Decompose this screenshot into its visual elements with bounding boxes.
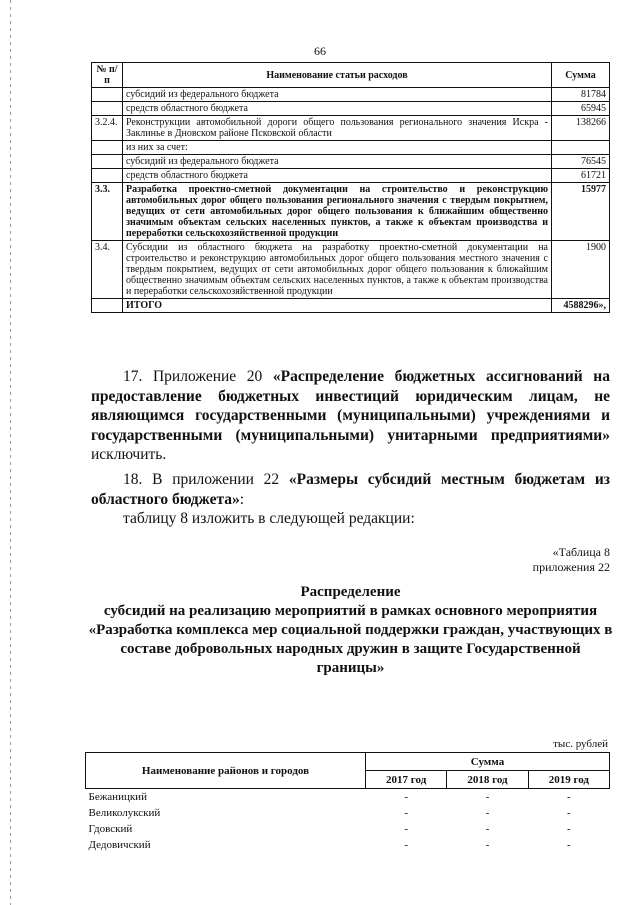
value-2017: - (404, 839, 408, 851)
row-name: субсидий из федерального бюджета (123, 88, 552, 102)
row-name: средств областного бюджета (123, 169, 552, 183)
row-sum: 76545 (552, 155, 610, 169)
row-number: 3.3. (92, 183, 123, 241)
page-number: 66 (314, 44, 326, 58)
subsidy-table (85, 752, 610, 853)
district-name: Гдовский (88, 823, 133, 835)
table-ref-line2: приложения 22 (532, 560, 610, 574)
row-sum: 4588296», (552, 299, 610, 313)
header-year-2017: 2017 год (366, 771, 447, 789)
table-row (92, 141, 610, 155)
row-name: ИТОГО (123, 299, 552, 313)
header-num: № п/п (92, 63, 123, 88)
paragraph-17: 17. Приложение 20 «Распределение бюджетных ассигнований на предоставление бюджетных инвестиций юридическим лицам, не являющимся государственными (муниципальными) учреждениями и государственными (муниципальными) унитарными предприятиями» исключить. (91, 368, 610, 463)
paragraph-18-line2: таблицу 8 изложить в следующей редакции: (123, 510, 415, 527)
table-row (86, 837, 610, 853)
header-year-2019: 2019 год (528, 771, 609, 789)
value-2018: - (485, 839, 490, 851)
header-sum: Сумма (552, 63, 610, 88)
row-name: Реконструкции автомобильной дороги общего пользования регионального значения Искра - Заклинье в Дновском районе Псковской области (123, 116, 552, 141)
table-row (92, 155, 610, 169)
value-2019: - (566, 791, 571, 803)
row-sum: 15977 (552, 183, 610, 241)
row-name: из них за счет: (123, 141, 552, 155)
value-2017: - (404, 807, 408, 819)
table-row (86, 805, 610, 821)
value-2019: - (566, 807, 571, 819)
value-2018: - (485, 823, 490, 835)
row-name: субсидий из федерального бюджета (123, 155, 552, 169)
title-line2: субсидий на реализацию мероприятий в рамках основного мероприятия «Разработка комплекса мер социальной поддержки граждан, участвующих в составе добровольных народных дружин в защите Государственной границы» (88, 603, 613, 676)
value-2018: - (485, 791, 490, 803)
table-row (92, 88, 610, 102)
row-sum: 138266 (552, 116, 610, 141)
expenses-table-body (92, 88, 610, 313)
title-line1: Распределение (300, 584, 401, 600)
value-2019: - (566, 839, 571, 851)
table-row (86, 821, 610, 837)
row-number: 3.4. (92, 241, 123, 299)
district-name: Дедовичский (88, 839, 151, 851)
row-sum (552, 141, 610, 155)
header-year-2018: 2018 год (447, 771, 528, 789)
expenses-table (91, 62, 610, 313)
value-2019: - (566, 823, 571, 835)
row-name: Разработка проектно-сметной документации на строительство и реконструкцию автомобильных дорог общего пользования регионального значения с твердым покрытием, ведущих от сети автомобильных дорог общего пользования к ближайшим общественно значимым объектам сельских населенных пунктов, а также к объектам производства и переработки сельскохозяйственной продукции (123, 183, 552, 241)
expenses-table-header (92, 63, 610, 88)
row-number (92, 155, 123, 169)
row-number (92, 88, 123, 102)
table-row (92, 299, 610, 313)
row-sum: 1900 (552, 241, 610, 299)
scan-edge (10, 0, 11, 905)
header-district: Наименование районов и городов (86, 753, 366, 789)
district-name: Бежаницкий (88, 791, 147, 803)
row-name: средств областного бюджета (123, 102, 552, 116)
units-label: тыс. рублей (553, 738, 608, 750)
row-sum: 65945 (552, 102, 610, 116)
table-row (92, 183, 610, 241)
table-row (86, 789, 610, 806)
header-amount: Сумма (366, 753, 610, 771)
value-2017: - (404, 823, 408, 835)
row-number (92, 141, 123, 155)
row-number (92, 299, 123, 313)
table-row (92, 116, 610, 141)
subsidy-table-body (86, 789, 610, 854)
header-name: Наименование статьи расходов (123, 63, 552, 88)
table-row (92, 241, 610, 299)
value-2018: - (485, 807, 490, 819)
row-number (92, 102, 123, 116)
district-name: Великолукский (88, 807, 161, 819)
row-number: 3.2.4. (92, 116, 123, 141)
table-ref-line1: «Таблица 8 (552, 545, 610, 559)
row-number (92, 169, 123, 183)
table-row (92, 102, 610, 116)
table-row (92, 169, 610, 183)
row-sum: 61721 (552, 169, 610, 183)
row-name: Субсидии из областного бюджета на разработку проектно-сметной документации на строительство и реконструкцию автомобильных дорог общего пользования местного значения с твердым покрытием, ведущих от сети автомобильных дорог общего пользования к ближайшим общественно значимым объектам сельских населенных пунктов, а также к объектам производства и переработки сельскохозяйственной продукции (123, 241, 552, 299)
value-2017: - (404, 791, 408, 803)
row-sum: 81784 (552, 88, 610, 102)
paragraph-18: 18. В приложении 22 «Размеры субсидий местным бюджетам из областного бюджета»: (91, 471, 610, 508)
